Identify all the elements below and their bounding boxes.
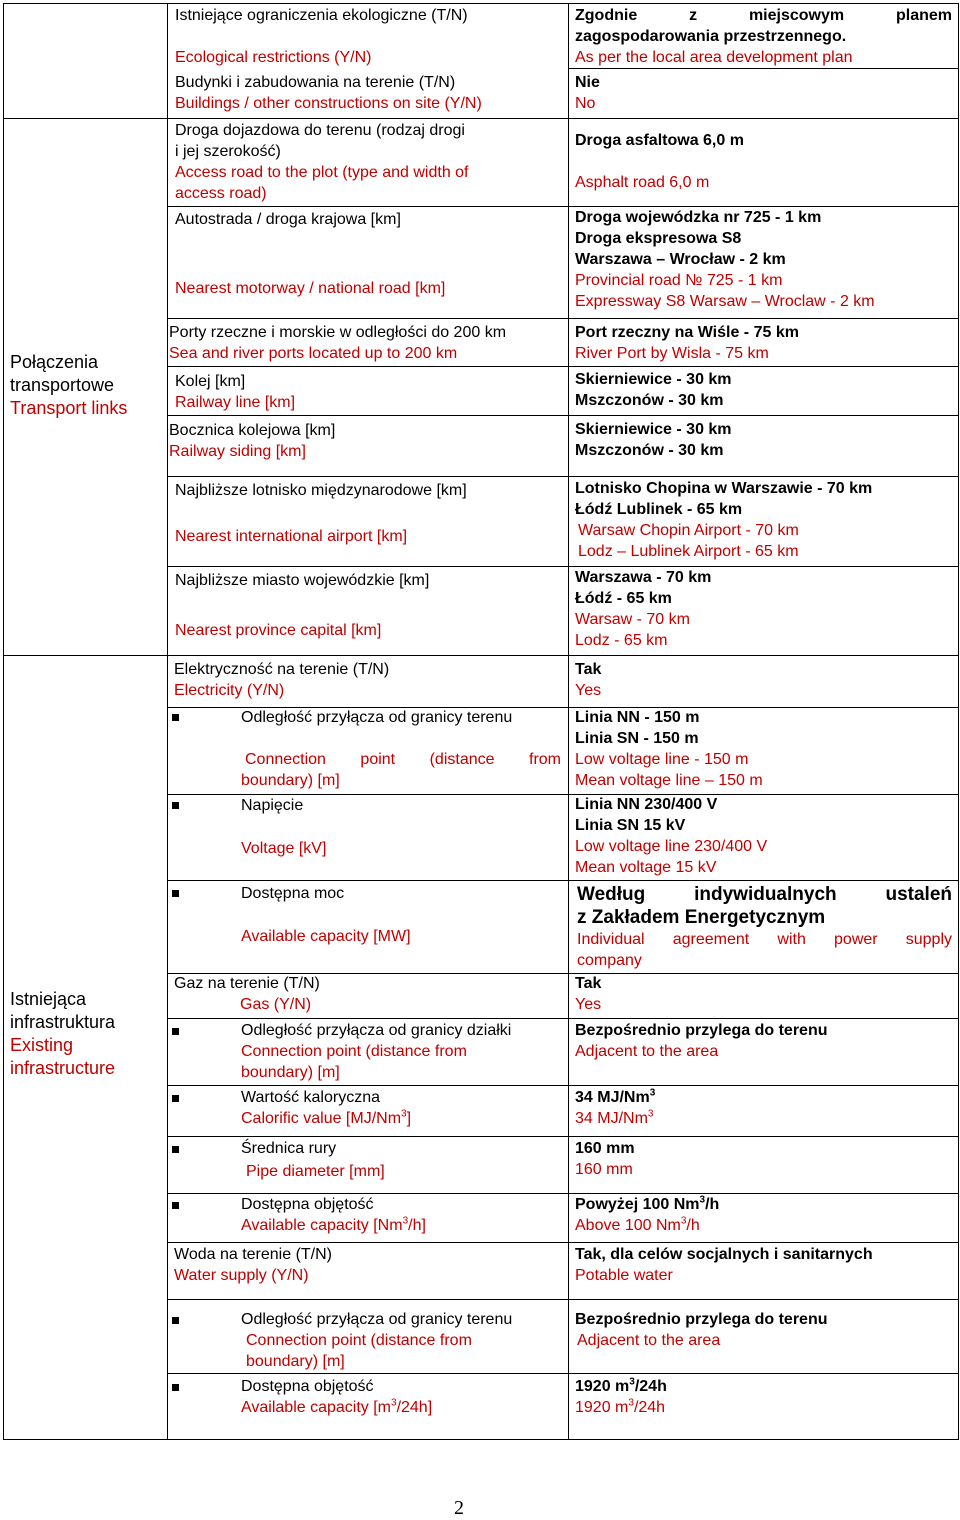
water-cap-value	[575, 1376, 952, 1418]
voltage-label-pl: Napięcie	[241, 797, 304, 814]
gas-conn-value-en: Adjacent to the area	[575, 1043, 719, 1060]
capital-value-pl-2: Łódź - 65 km	[575, 590, 672, 607]
calorific-value-pl-a: 34 MJ/Nm	[575, 1089, 650, 1106]
el-conn-value	[575, 707, 952, 791]
gas-conn-label	[241, 1020, 561, 1083]
pipe-label-en: Pipe diameter [mm]	[246, 1163, 385, 1180]
water-label	[174, 1244, 559, 1286]
siding-value-1: Skierniewice - 30 km	[575, 421, 732, 438]
water-cap-label-pl: Dostępna objętość	[241, 1378, 374, 1395]
gas-label-en: Gas (Y/N)	[240, 996, 312, 1013]
access-label	[175, 120, 560, 204]
eco-value-en: As per the local area development plan	[575, 49, 853, 66]
buildings-value	[575, 72, 952, 114]
section-infra-en-2: infrastructure	[10, 1058, 116, 1078]
airport-value-pl-2: Łódź Lublinek - 65 km	[575, 501, 743, 518]
airport-value-pl-1: Lotnisko Chopina w Warszawie - 70 km	[575, 480, 873, 497]
gas-cap-value-en-a: Above 100 Nm	[575, 1217, 681, 1234]
water-cap-label	[241, 1376, 561, 1418]
railway-label-pl: Kolej [km]	[175, 373, 246, 390]
eco-value	[575, 5, 952, 68]
capital-label	[175, 570, 560, 641]
page-number: 2	[454, 1497, 464, 1519]
water-conn-value	[575, 1309, 952, 1351]
pipe-label	[241, 1138, 561, 1182]
gas-cap-value-pl-a: Powyżej 100 Nm	[575, 1196, 700, 1213]
railway-value-1: Skierniewice - 30 km	[575, 371, 732, 388]
buildings-label-en: Buildings / other constructions on site (Y/N)	[175, 95, 482, 112]
water-conn-label-en-1: Connection point (distance from	[246, 1332, 472, 1349]
bullet-icon	[172, 714, 179, 721]
gas-conn-label-pl: Odległość przyłącza od granicy działki	[241, 1022, 512, 1039]
motorway-value	[575, 207, 952, 312]
capital-value-pl-1: Warszawa - 70 km	[575, 569, 712, 586]
gas-cap-label-en-a: Available capacity [Nm	[241, 1217, 403, 1234]
gas-cap-value-en-b: /h	[686, 1217, 700, 1234]
el-cap-value	[577, 883, 952, 971]
eco-label	[175, 5, 560, 68]
bullet-icon	[172, 1317, 179, 1324]
pipe-value-pl: 160 mm	[575, 1140, 635, 1157]
water-cap-value-pl-b: /24h	[634, 1378, 667, 1395]
gas-cap-label-pl: Dostępna objętość	[241, 1196, 374, 1213]
el-conn-label-pl: Odległość przyłącza od granicy terenu	[241, 709, 513, 726]
access-value	[575, 130, 952, 193]
water-cap-value-pl-sup: 3	[629, 1376, 635, 1388]
access-label-pl-2: i jej szerokość)	[175, 143, 281, 160]
gas-label-pl: Gaz na terenie (T/N)	[174, 975, 320, 992]
section-transport-en: Transport links	[10, 398, 128, 418]
buildings-value-en: No	[575, 95, 596, 112]
el-cap-value-pl-2: z Zakładem Energetycznym	[577, 907, 826, 928]
el-cap-label	[241, 883, 561, 947]
airport-value-en-2: Lodz – Lublinek Airport - 65 km	[578, 543, 799, 560]
el-conn-value-pl-1: Linia NN - 150 m	[575, 709, 700, 726]
water-conn-value-pl: Bezpośrednio przylega do terenu	[575, 1311, 828, 1328]
el-cap-label-en: Available capacity [MW]	[241, 928, 411, 945]
gas-cap-value-pl-b: /h	[705, 1196, 720, 1213]
motorway-label-en: Nearest motorway / national road [km]	[175, 280, 446, 297]
el-conn-value-en-1: Low voltage line - 150 m	[575, 751, 749, 768]
siding-value-2: Mszczonów - 30 km	[575, 442, 724, 459]
calorific-value	[575, 1087, 952, 1129]
airport-value	[575, 478, 952, 562]
water-cap-value-en-b: /24h	[633, 1399, 666, 1416]
gas-value-en: Yes	[575, 996, 602, 1013]
pipe-value	[575, 1138, 952, 1180]
access-value-en: Asphalt road 6,0 m	[575, 174, 710, 191]
calorific-value-pl-sup: 3	[649, 1087, 656, 1099]
voltage-value-pl-2: Linia SN 15 kV	[575, 817, 686, 834]
water-value-en: Potable water	[575, 1267, 673, 1284]
capital-value-en-1: Warsaw - 70 km	[575, 611, 690, 628]
bullet-icon	[172, 890, 179, 897]
bullet-icon	[172, 802, 179, 809]
gas-cap-value-pl-sup: 3	[699, 1194, 706, 1206]
bullet-icon	[172, 1202, 179, 1209]
airport-label-en: Nearest international airport [km]	[175, 528, 408, 545]
gas-cap-value-en-sup: 3	[680, 1215, 687, 1227]
eco-label-en: Ecological restrictions (Y/N)	[175, 49, 372, 66]
siding-label	[169, 420, 564, 462]
section-infra-pl-2: infrastruktura	[10, 1012, 116, 1032]
pipe-value-en: 160 mm	[575, 1161, 633, 1178]
section-transport-pl-1: Połączenia	[10, 352, 99, 372]
gas-cap-label	[241, 1194, 561, 1236]
water-cap-value-pl-a: 1920 m	[575, 1378, 630, 1395]
section-infra-pl-1: Istniejąca	[10, 989, 87, 1009]
capital-label-en: Nearest province capital [km]	[175, 622, 382, 639]
voltage-value-en-1: Low voltage line 230/400 V	[575, 838, 768, 855]
gas-value-pl: Tak	[575, 975, 602, 992]
electricity-label-pl: Elektryczność na terenie (T/N)	[174, 661, 390, 678]
gas-cap-value	[575, 1194, 952, 1236]
airport-label	[175, 480, 560, 547]
water-conn-label-en-2: boundary) [m]	[246, 1353, 345, 1370]
section-transport-pl-2: transportowe	[10, 375, 115, 395]
water-conn-label	[241, 1309, 561, 1372]
el-conn-value-pl-2: Linia SN - 150 m	[575, 730, 699, 747]
buildings-label-pl: Budynki i zabudowania na terenie (T/N)	[175, 74, 456, 91]
bullet-icon	[172, 1384, 179, 1391]
gas-cap-label-en-b: /h]	[408, 1217, 426, 1234]
airport-value-en-1: Warsaw Chopin Airport - 70 km	[578, 522, 799, 539]
capital-value	[575, 567, 952, 651]
ports-label	[169, 322, 564, 364]
section-infrastructure	[10, 988, 160, 1080]
electricity-value-pl: Tak	[575, 661, 602, 678]
water-cap-label-en-a: Available capacity [m	[241, 1399, 391, 1416]
siding-value	[575, 419, 952, 461]
water-cap-label-en-b: /24h]	[396, 1399, 433, 1416]
gas-conn-label-en-1: Connection point (distance from	[241, 1043, 467, 1060]
water-cap-value-en-sup: 3	[628, 1397, 634, 1409]
motorway-label-pl: Autostrada / droga krajowa [km]	[175, 211, 401, 228]
el-cap-value-en-1: Individual agreement with power supply	[577, 931, 952, 948]
section-infra-en-1: Existing	[10, 1035, 74, 1055]
gas-value	[575, 973, 952, 1015]
voltage-label-en: Voltage [kV]	[241, 840, 327, 857]
gas-conn-label-en-2: boundary) [m]	[241, 1064, 340, 1081]
buildings-value-pl: Nie	[575, 74, 600, 91]
electricity-label-en: Electricity (Y/N)	[174, 682, 285, 699]
ports-value-pl: Port rzeczny na Wiśle - 75 km	[575, 324, 799, 341]
voltage-value-pl-1: Linia NN 230/400 V	[575, 796, 718, 813]
electricity-value-en: Yes	[575, 682, 602, 699]
gas-conn-value	[575, 1020, 952, 1062]
bullet-icon	[172, 1028, 179, 1035]
voltage-value	[575, 794, 952, 878]
voltage-label	[241, 795, 561, 859]
motorway-value-pl-1: Droga wojewódzka nr 725 - 1 km	[575, 209, 822, 226]
bullet-icon	[172, 1095, 179, 1102]
el-cap-value-en-2: company	[577, 952, 642, 969]
calorific-label-en-a: Calorific value [MJ/Nm	[241, 1110, 402, 1127]
calorific-value-en-a: 34 MJ/Nm	[575, 1110, 648, 1127]
access-label-en-1: Access road to the plot (type and width of	[175, 164, 469, 181]
gas-label	[174, 973, 559, 1015]
ports-label-pl: Porty rzeczne i morskie w odległości do 200 km	[169, 324, 507, 341]
ports-label-en: Sea and river ports located up to 200 km	[169, 345, 458, 362]
section-transport	[10, 351, 160, 420]
bullet-icon	[172, 1146, 179, 1153]
calorific-label-en-b: ]	[406, 1110, 412, 1127]
gas-conn-value-pl: Bezpośrednio przylega do terenu	[575, 1022, 828, 1039]
motorway-value-en-2: Expressway S8 Warsaw – Wroclaw - 2 km	[575, 293, 875, 310]
el-cap-label-pl: Dostępna moc	[241, 885, 345, 902]
water-value	[575, 1244, 952, 1286]
siding-label-pl: Bocznica kolejowa [km]	[169, 422, 336, 439]
motorway-value-en-1: Provincial road № 725 - 1 km	[575, 272, 783, 289]
water-label-pl: Woda na terenie (T/N)	[174, 1246, 332, 1263]
electricity-label	[174, 659, 559, 701]
access-value-pl: Droga asfaltowa 6,0 m	[575, 132, 744, 149]
gas-cap-label-en-sup: 3	[402, 1215, 409, 1227]
pipe-label-pl: Średnica rury	[241, 1140, 337, 1157]
water-label-en: Water supply (Y/N)	[174, 1267, 309, 1284]
ports-value-en: River Port by Wisla - 75 km	[575, 345, 769, 362]
eco-value-pl-2: zagospodarowania przestrzennego.	[575, 28, 847, 45]
access-label-en-2: access road)	[175, 185, 267, 202]
railway-value	[575, 369, 952, 411]
capital-value-en-2: Lodz - 65 km	[575, 632, 668, 649]
calorific-label-pl: Wartość kaloryczna	[241, 1089, 380, 1106]
water-conn-label-pl: Odległość przyłącza od granicy terenu	[241, 1311, 513, 1328]
el-conn-value-en-2: Mean voltage line – 150 m	[575, 772, 763, 789]
airport-label-pl: Najbliższe lotnisko międzynarodowe [km]	[175, 482, 467, 499]
railway-label	[175, 371, 560, 413]
water-cap-label-en-sup: 3	[391, 1397, 397, 1409]
railway-value-2: Mszczonów - 30 km	[575, 392, 724, 409]
el-cap-value-pl-1: Według indywidualnych ustaleń	[577, 884, 952, 905]
ports-value	[575, 322, 952, 364]
el-conn-label-en-1: Connection point (distance from	[245, 751, 561, 768]
access-label-pl-1: Droga dojazdowa do terenu (rodzaj drogi	[175, 122, 465, 139]
motorway-value-pl-2: Droga ekspresowa S8	[575, 230, 742, 247]
water-conn-value-en: Adjacent to the area	[577, 1332, 721, 1349]
el-conn-label	[241, 707, 561, 791]
capital-label-pl: Najbliższe miasto wojewódzkie [km]	[175, 572, 430, 589]
el-conn-label-en-2: boundary) [m]	[241, 772, 340, 789]
water-cap-value-en-a: 1920 m	[575, 1399, 629, 1416]
motorway-value-pl-3: Warszawa – Wrocław - 2 km	[575, 251, 786, 268]
electricity-value	[575, 659, 952, 701]
voltage-value-en-2: Mean voltage 15 kV	[575, 859, 717, 876]
calorific-label-en-sup: 3	[401, 1108, 407, 1120]
siding-label-en: Railway siding [km]	[169, 443, 306, 460]
eco-value-pl-1: Zgodnie z miejscowym planem	[575, 7, 952, 24]
motorway-label	[175, 209, 560, 299]
railway-label-en: Railway line [km]	[175, 394, 296, 411]
buildings-label	[175, 72, 560, 114]
calorific-value-en-sup: 3	[647, 1108, 654, 1120]
water-value-pl: Tak, dla celów socjalnych i sanitarnych	[575, 1246, 873, 1263]
eco-label-pl: Istniejące ograniczenia ekologiczne (T/N)	[175, 7, 468, 24]
calorific-label	[241, 1087, 561, 1129]
